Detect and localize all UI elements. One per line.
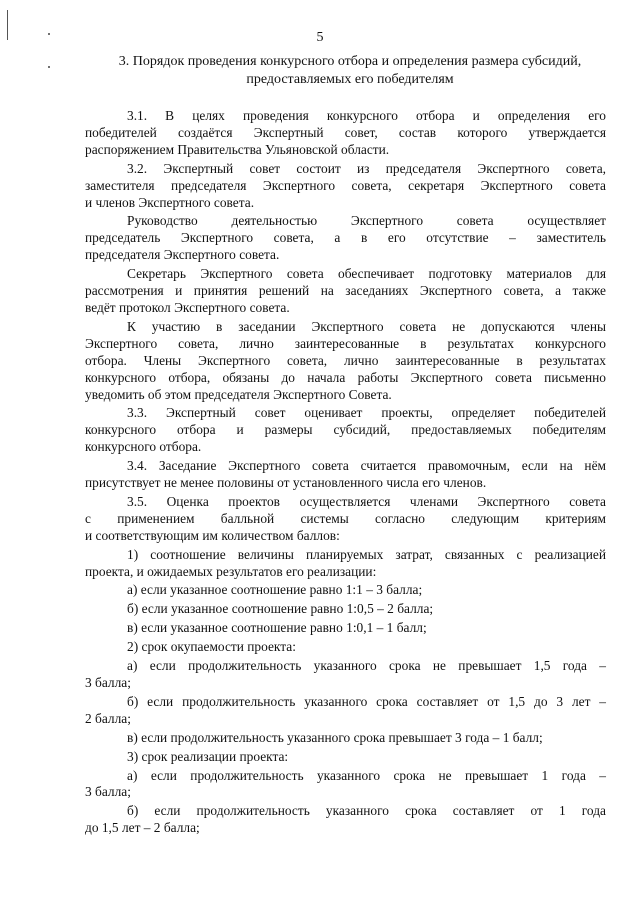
- paragraph-line: Секретарь Экспертного совета обеспечивает подготовку материалов для: [127, 266, 606, 282]
- paragraph: [85, 694, 606, 728]
- section-heading-line: предоставляемых его победителям: [246, 72, 454, 87]
- paragraph-line: отбора. Члены Экспертного совета, лично заинтересованные в результатах: [85, 352, 606, 368]
- paragraph: [85, 768, 606, 802]
- section-heading-line: 3. Порядок проведения конкурсного отбора и определения размера субсидий,: [118, 54, 582, 69]
- paragraph-line: конкурсного отбора, обязаны до начала работы Экспертного совета письменно: [85, 369, 606, 385]
- paragraph-line: 1) соотношение величины планируемых затрат, связанных с реализацией: [127, 546, 606, 562]
- paragraph-line: 3 балла;: [85, 784, 131, 800]
- paragraph-line: 3.2. Экспертный совет состоит из председателя Экспертного совета,: [127, 160, 606, 176]
- paragraph-line: Экспертного совета, лично заинтересованные в результатах конкурсного: [85, 335, 606, 351]
- scan-speck: [48, 66, 50, 68]
- paragraph: [85, 639, 606, 656]
- paragraph-line: а) если продолжительность указанного срока не превышает 1,5 года –: [127, 658, 606, 674]
- paragraph: [85, 803, 606, 837]
- paragraph-line: рассмотрения и принятия решений на заседаниях Экспертного совета, а также: [85, 283, 606, 299]
- paragraph-line: 3) срок реализации проекта:: [127, 748, 289, 764]
- paragraph-line: уведомить об этом председателя Экспертного Совета.: [85, 386, 392, 402]
- paragraph: [85, 601, 606, 618]
- paragraph: [85, 730, 606, 747]
- paragraph-line: б) если указанное соотношение равно 1:0,5 – 2 балла;: [127, 601, 434, 617]
- paragraph-line: председателя Экспертного совета.: [85, 247, 280, 263]
- paragraph-line: и соответствующим им количеством баллов:: [85, 527, 340, 543]
- paragraph-line: в) если продолжительность указанного срока превышает 3 года – 1 балл;: [127, 729, 543, 745]
- paragraph-line: 2 балла;: [85, 710, 131, 726]
- paragraph-line: 3.4. Заседание Экспертного совета считается правомочным, если на нём: [127, 458, 606, 474]
- paragraph: [85, 582, 606, 599]
- section-heading: [85, 53, 615, 89]
- paragraph-line: а) если продолжительность указанного срока не превышает 1 года –: [127, 767, 606, 783]
- page-number: 5: [316, 30, 324, 45]
- paragraph: [85, 405, 606, 456]
- paragraph-line: 3.5. Оценка проектов осуществляется членами Экспертного совета: [127, 493, 606, 509]
- paragraph-line: конкурсного отбора и размеры субсидий, предоставляемых победителям: [85, 422, 606, 438]
- paragraph-line: в) если указанное соотношение равно 1:0,1 – 1 балл;: [127, 620, 427, 636]
- paragraph: [85, 494, 606, 545]
- paragraph-line: б) если продолжительность указанного срока составляет от 1 года: [127, 803, 606, 819]
- paragraph: [85, 108, 606, 159]
- paragraph-line: присутствует не менее половины от установленного числа его членов.: [85, 475, 487, 491]
- paragraph: [85, 266, 606, 317]
- paragraph-line: конкурсного отбора.: [85, 439, 202, 455]
- paragraph-line: 3 балла;: [85, 675, 131, 690]
- paragraph-line: К участию в заседании Экспертного совета не допускаются члены: [127, 318, 606, 334]
- paragraph-line: 2) срок окупаемости проекта:: [127, 639, 296, 655]
- paragraph: [85, 547, 606, 581]
- paragraph-line: Руководство деятельностью Экспертного совета осуществляет: [127, 213, 606, 229]
- paragraph: [85, 319, 606, 404]
- paragraph: [85, 620, 606, 637]
- paragraph-line: 3.3. Экспертный совет оценивает проекты, определяет победителей: [127, 405, 606, 421]
- document-body: [85, 108, 606, 839]
- paragraph: [85, 458, 606, 492]
- paragraph-line: заместителя председателя Экспертного совета, секретаря Экспертного совета: [85, 177, 606, 193]
- paragraph: [85, 749, 606, 766]
- paragraph: [85, 658, 606, 692]
- paragraph: [85, 213, 606, 264]
- paragraph-line: распоряжением Правительства Ульяновской области.: [85, 141, 390, 157]
- paragraph-line: и членов Экспертного совета.: [85, 194, 255, 210]
- paragraph-line: а) если указанное соотношение равно 1:1 – 3 балла;: [127, 582, 423, 598]
- paragraph-line: б) если продолжительность указанного срока составляет от 1,5 до 3 лет –: [127, 693, 606, 709]
- paragraph-line: победителей создаётся Экспертный совет, состав которого утверждается: [85, 124, 606, 140]
- paragraph-line: ведёт протокол Экспертного совета.: [85, 299, 290, 315]
- paragraph-line: до 1,5 лет – 2 балла;: [85, 820, 200, 836]
- paragraph-line: 3.1. В целях проведения конкурсного отбора и определения его: [127, 108, 606, 123]
- paragraph: [85, 161, 606, 212]
- paragraph-line: председатель Экспертного совета, а в его отсутствие – заместитель: [85, 230, 606, 246]
- paragraph-line: проекта, и ожидаемых результатов его реализации:: [85, 563, 377, 579]
- paragraph-line: с применением балльной системы согласно следующим критериям: [85, 510, 606, 526]
